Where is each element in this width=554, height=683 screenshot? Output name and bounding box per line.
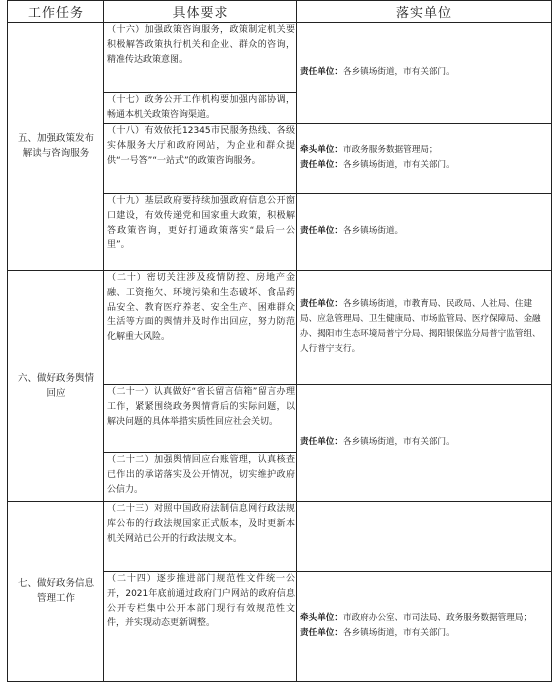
unit-24-resp-text: 各乡镇场街道，市有关部门。 bbox=[342, 628, 455, 638]
unit-19-text: 各乡镇场街道。 bbox=[342, 226, 404, 237]
requirement-19-text: （十九）基层政府要持续加强政府信息公开窗口建设，有效传递党和国家重大政策，积极解答政策咨询，更好打通政策落实“最后一公里”。 bbox=[107, 196, 295, 251]
table-rule bbox=[103, 384, 552, 385]
unit-21-text: 各乡镇场街道，市有关部门。 bbox=[342, 437, 455, 448]
unit-18 bbox=[297, 123, 551, 193]
table-rule bbox=[103, 452, 297, 453]
header-unit bbox=[297, 0, 551, 22]
unit-24-resp-label: 责任单位： bbox=[300, 628, 343, 638]
table-rule bbox=[103, 571, 552, 572]
table-rule bbox=[7, 501, 552, 502]
requirement-17 bbox=[104, 92, 297, 123]
task-6-name: 六、做好政务舆情回应 bbox=[17, 372, 94, 399]
requirement-16-text: （十六）加强政策咨询服务，政策制定机关要积极解答政策执行机关和企业、群众的咨询，精准传达政策意图。 bbox=[107, 25, 295, 65]
requirement-21 bbox=[104, 384, 297, 452]
unit-16-label: 责任单位： bbox=[300, 67, 343, 78]
header-unit-label: 落实单位 bbox=[395, 5, 452, 21]
unit-24-lead-text: 市政府办公室、市司法局、政务服务数据管理局； bbox=[342, 613, 533, 624]
unit-20-label: 责任单位： bbox=[300, 299, 343, 310]
requirement-22-text: （二十二）加强舆情回应台账管理，认真核查已作出的承诺落实及公开情况，切实维护政府公信力。 bbox=[107, 455, 295, 495]
table-rule bbox=[103, 92, 297, 93]
requirement-24 bbox=[104, 571, 297, 681]
requirement-17-text: （十七）政务公开工作机构要加强内部协调，畅通本机关政策咨询渠道。 bbox=[107, 95, 295, 120]
table-rule bbox=[7, 0, 552, 1]
requirement-20 bbox=[104, 270, 297, 384]
requirement-19 bbox=[104, 193, 297, 270]
unit-18-resp-text: 各乡镇场街道，市有关部门。 bbox=[342, 160, 455, 170]
requirement-21-text: （二十一）认真做好“省长留言信箱”留言办理工作，紧紧围绕政务舆情背后的实际问题，以解决问题的具体举措实质性回应社会关切。 bbox=[107, 387, 295, 427]
requirement-18-text: （十八）有效依托12345市民服务热线、各级实体服务大厅和政府网站，为企业和群众提供“一号答”“一站式”的政策咨询服务。 bbox=[107, 126, 295, 166]
requirement-23 bbox=[104, 501, 297, 571]
unit-18-lead-text: 市政务服务数据管理局； bbox=[342, 145, 438, 156]
header-requirement-label: 具体要求 bbox=[172, 5, 229, 21]
unit-20-text: 各乡镇场街道，市教育局、民政局、人社局、住建局、应急管理局、卫生健康局、市场监管局、医疗保障局、金融办、揭阳市生态环境局普宁分局、揭阳银保监分局普宁监管组、人行普宁支行。 bbox=[300, 299, 541, 354]
unit-19 bbox=[297, 193, 551, 270]
requirement-22 bbox=[104, 452, 297, 501]
requirement-23-text: （二十三）对照中国政府法制信息网行政法规库公布的行政法规国家正式版本，及时更新本机关网站已公开的行政法规文本。 bbox=[107, 504, 295, 544]
requirement-18 bbox=[104, 123, 297, 193]
table-rule bbox=[7, 22, 552, 23]
unit-16-text: 各乡镇场街道，市有关部门。 bbox=[342, 67, 455, 78]
header-task bbox=[8, 0, 104, 22]
requirement-16 bbox=[104, 22, 297, 92]
task-6 bbox=[8, 270, 104, 501]
unit-20 bbox=[297, 270, 551, 384]
table-rule bbox=[7, 0, 8, 682]
table-rule bbox=[103, 0, 104, 682]
task-7 bbox=[8, 501, 104, 681]
table-rule bbox=[296, 0, 297, 682]
task-7-name: 七、做好政务信息管理工作 bbox=[17, 578, 94, 604]
unit-24 bbox=[297, 571, 551, 681]
unit-23 bbox=[297, 501, 551, 571]
table-rule bbox=[7, 681, 552, 682]
task-5-name: 五、加强政策发布解读与咨询服务 bbox=[17, 133, 94, 159]
unit-21-label: 责任单位： bbox=[300, 437, 343, 448]
unit-19-label: 责任单位： bbox=[300, 226, 343, 237]
table-rule bbox=[103, 123, 552, 124]
unit-24-lead-label: 牵头单位： bbox=[300, 613, 343, 624]
unit-16-17 bbox=[297, 22, 551, 123]
requirement-24-text: （二十四）逐步推进部门规范性文件统一公开，2021年底前通过政府门户网站的政府信息公开专栏集中公开本部门现行有效规范性文件，并实现动态更新调整。 bbox=[107, 574, 295, 629]
header-task-label: 工作任务 bbox=[27, 5, 84, 21]
requirement-20-text: （二十）密切关注涉及疫情防控、房地产金融、工资拖欠、环境污染和生态破坏、食品药品安全、教育医疗养老、安全生产、困难群众生活等方面的舆情并及时作出回应，努力防范化解重大风险。 bbox=[107, 273, 295, 343]
table-rule bbox=[103, 193, 552, 194]
header-requirement bbox=[104, 0, 297, 22]
task-5 bbox=[8, 22, 104, 270]
unit-21-22 bbox=[297, 384, 551, 501]
unit-18-lead-label: 牵头单位： bbox=[300, 145, 343, 156]
table-rule bbox=[551, 0, 552, 682]
unit-18-resp-label: 责任单位： bbox=[300, 160, 343, 170]
table-rule bbox=[7, 270, 552, 271]
